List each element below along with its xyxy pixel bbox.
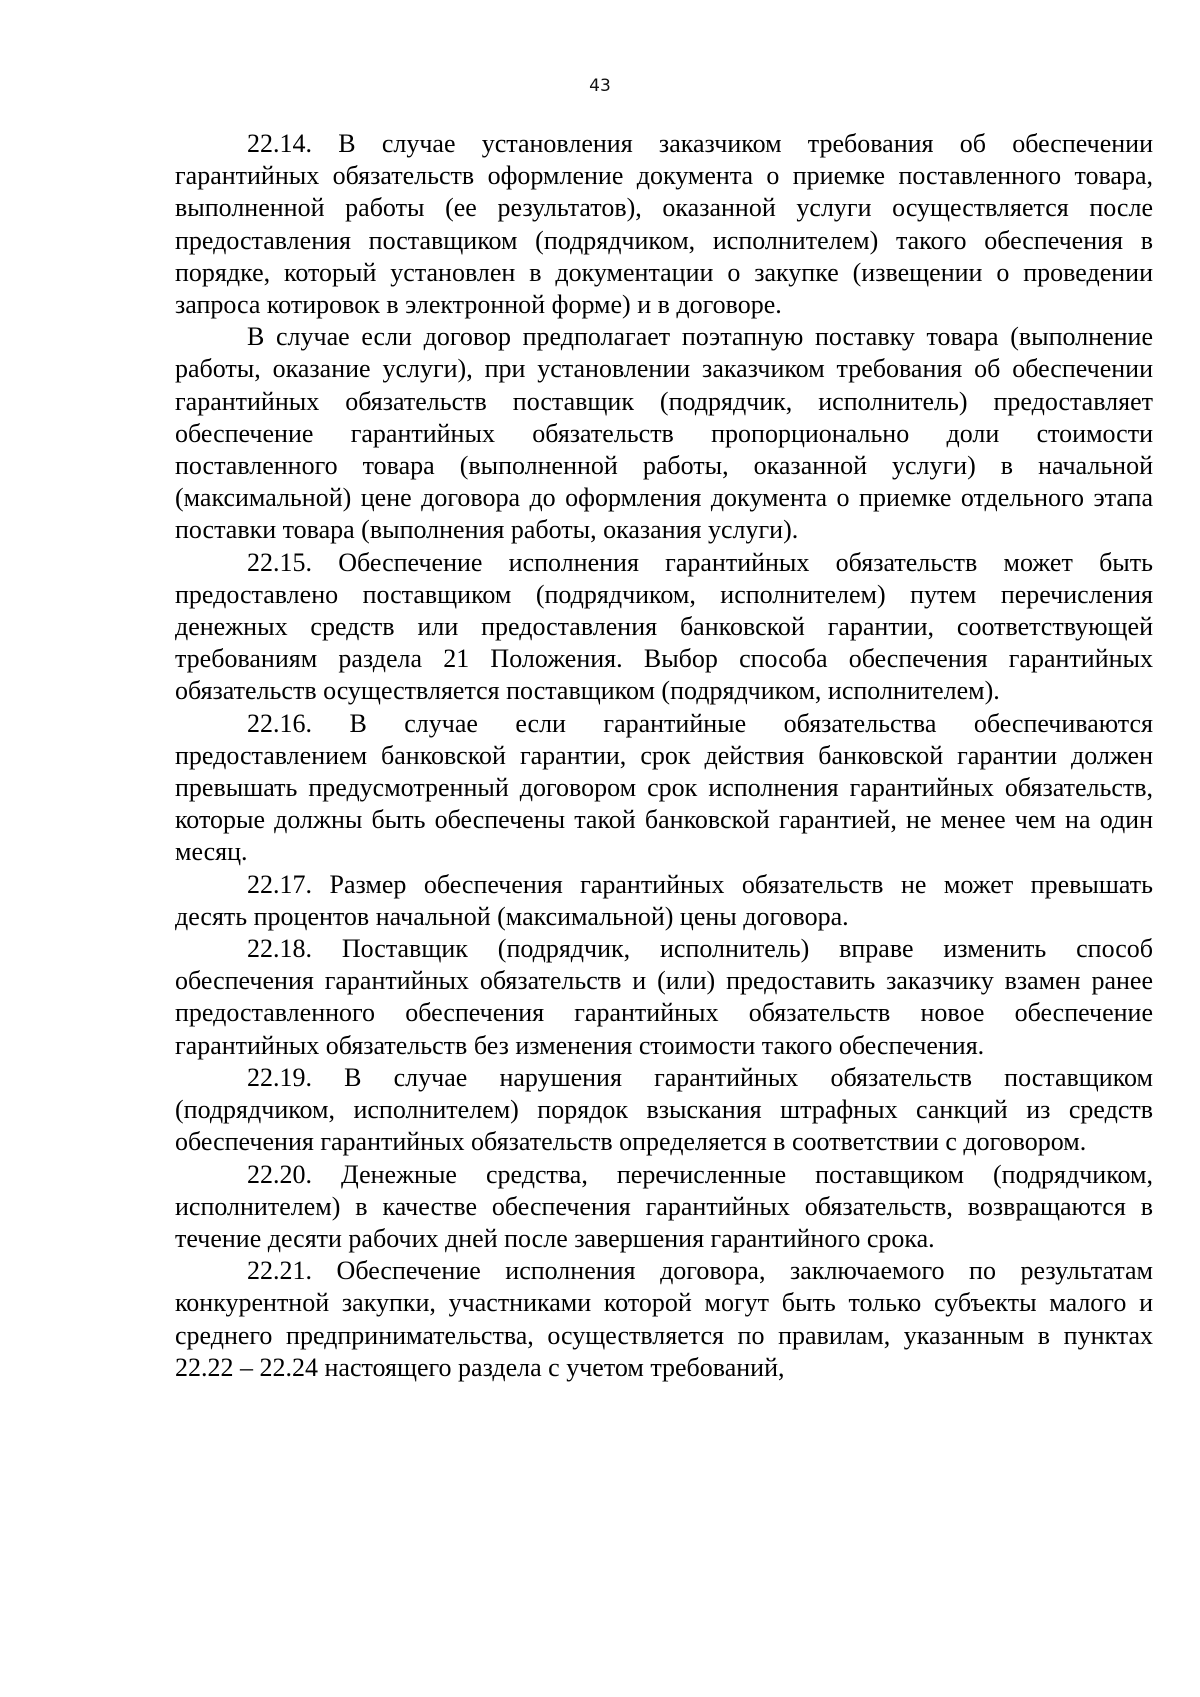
paragraph-22-14-stages: В случае если договор предполагает поэтапную поставку товара (выполнение работы, оказание услуги), при установлении заказчиком требования об обеспечении гарантийных обязательств поставщик (подрядчик, исполнитель) предоставляет обеспечение гарантийных обязательств пропорционально доли стоимости поставленного товара (выполненной работы, оказанной услуги) в начальной (максимальной) цене договора до оформления документа о приемке отдельного этапа поставки товара (выполнения работы, оказания услуги). (175, 322, 1153, 545)
paragraph-22-19: 22.19. В случае нарушения гарантийных обязательств поставщиком (подрядчиком, исполнителем) порядок взыскания штрафных санкций из средств обеспечения гарантийных обязательств определяется в соответствии с договором. (175, 1062, 1153, 1157)
document-body (175, 128, 1153, 1384)
paragraph-22-16: 22.16. В случае если гарантийные обязательства обеспечиваются предоставлением банковской гарантии, срок действия банковской гарантии должен превышать предусмотренный договором срок исполнения гарантийных обязательств, которые должны быть обеспечены такой банковской гарантией, не менее чем на один месяц. (175, 708, 1153, 867)
paragraph-22-20: 22.20. Денежные средства, перечисленные поставщиком (подрядчиком, исполнителем) в качестве обеспечения гарантийных обязательств, возвращаются в течение десяти рабочих дней после завершения гарантийного срока. (175, 1159, 1153, 1253)
paragraph-22-18: 22.18. Поставщик (подрядчик, исполнитель) вправе изменить способ обеспечения гарантийных обязательств и (или) предоставить заказчику взамен ранее предоставленного обеспечения гарантийных обязательств новое обеспечение гарантийных обязательств без изменения стоимости такого обеспечения. (175, 934, 1153, 1060)
paragraph-22-14: 22.14. В случае установления заказчиком требования об обеспечении гарантийных обязательств оформление документа о приемке поставленного товара, выполненной работы (ее результатов), оказанной услуги осуществляется после предоставления поставщиком (подрядчиком, исполнителем) такого обеспечения в порядке, который установлен в документации о закупке (извещении о проведении запроса котировок в электронной форме) и в договоре. (175, 129, 1153, 320)
paragraph-22-17: 22.17. Размер обеспечения гарантийных обязательств не может превышать десять процентов начальной (максимальной) цены договора. (175, 869, 1153, 931)
page-number: 43 (589, 76, 611, 96)
paragraph-22-15: 22.15. Обеспечение исполнения гарантийных обязательств может быть предоставлено поставщиком (подрядчиком, исполнителем) путем перечисления денежных средств или предоставления банковской гарантии, соответствующей требованиям раздела 21 Положения. Выбор способа обеспечения гарантийных обязательств осуществляется поставщиком (подрядчиком, исполнителем). (175, 547, 1153, 706)
paragraph-22-21: 22.21. Обеспечение исполнения договора, заключаемого по результатам конкурентной закупки, участниками которой могут быть только субъекты малого и среднего предпринимательства, осуществляется по правилам, указанным в пунктах 22.22 – 22.24 настоящего раздела с учетом требований, (175, 1256, 1153, 1382)
